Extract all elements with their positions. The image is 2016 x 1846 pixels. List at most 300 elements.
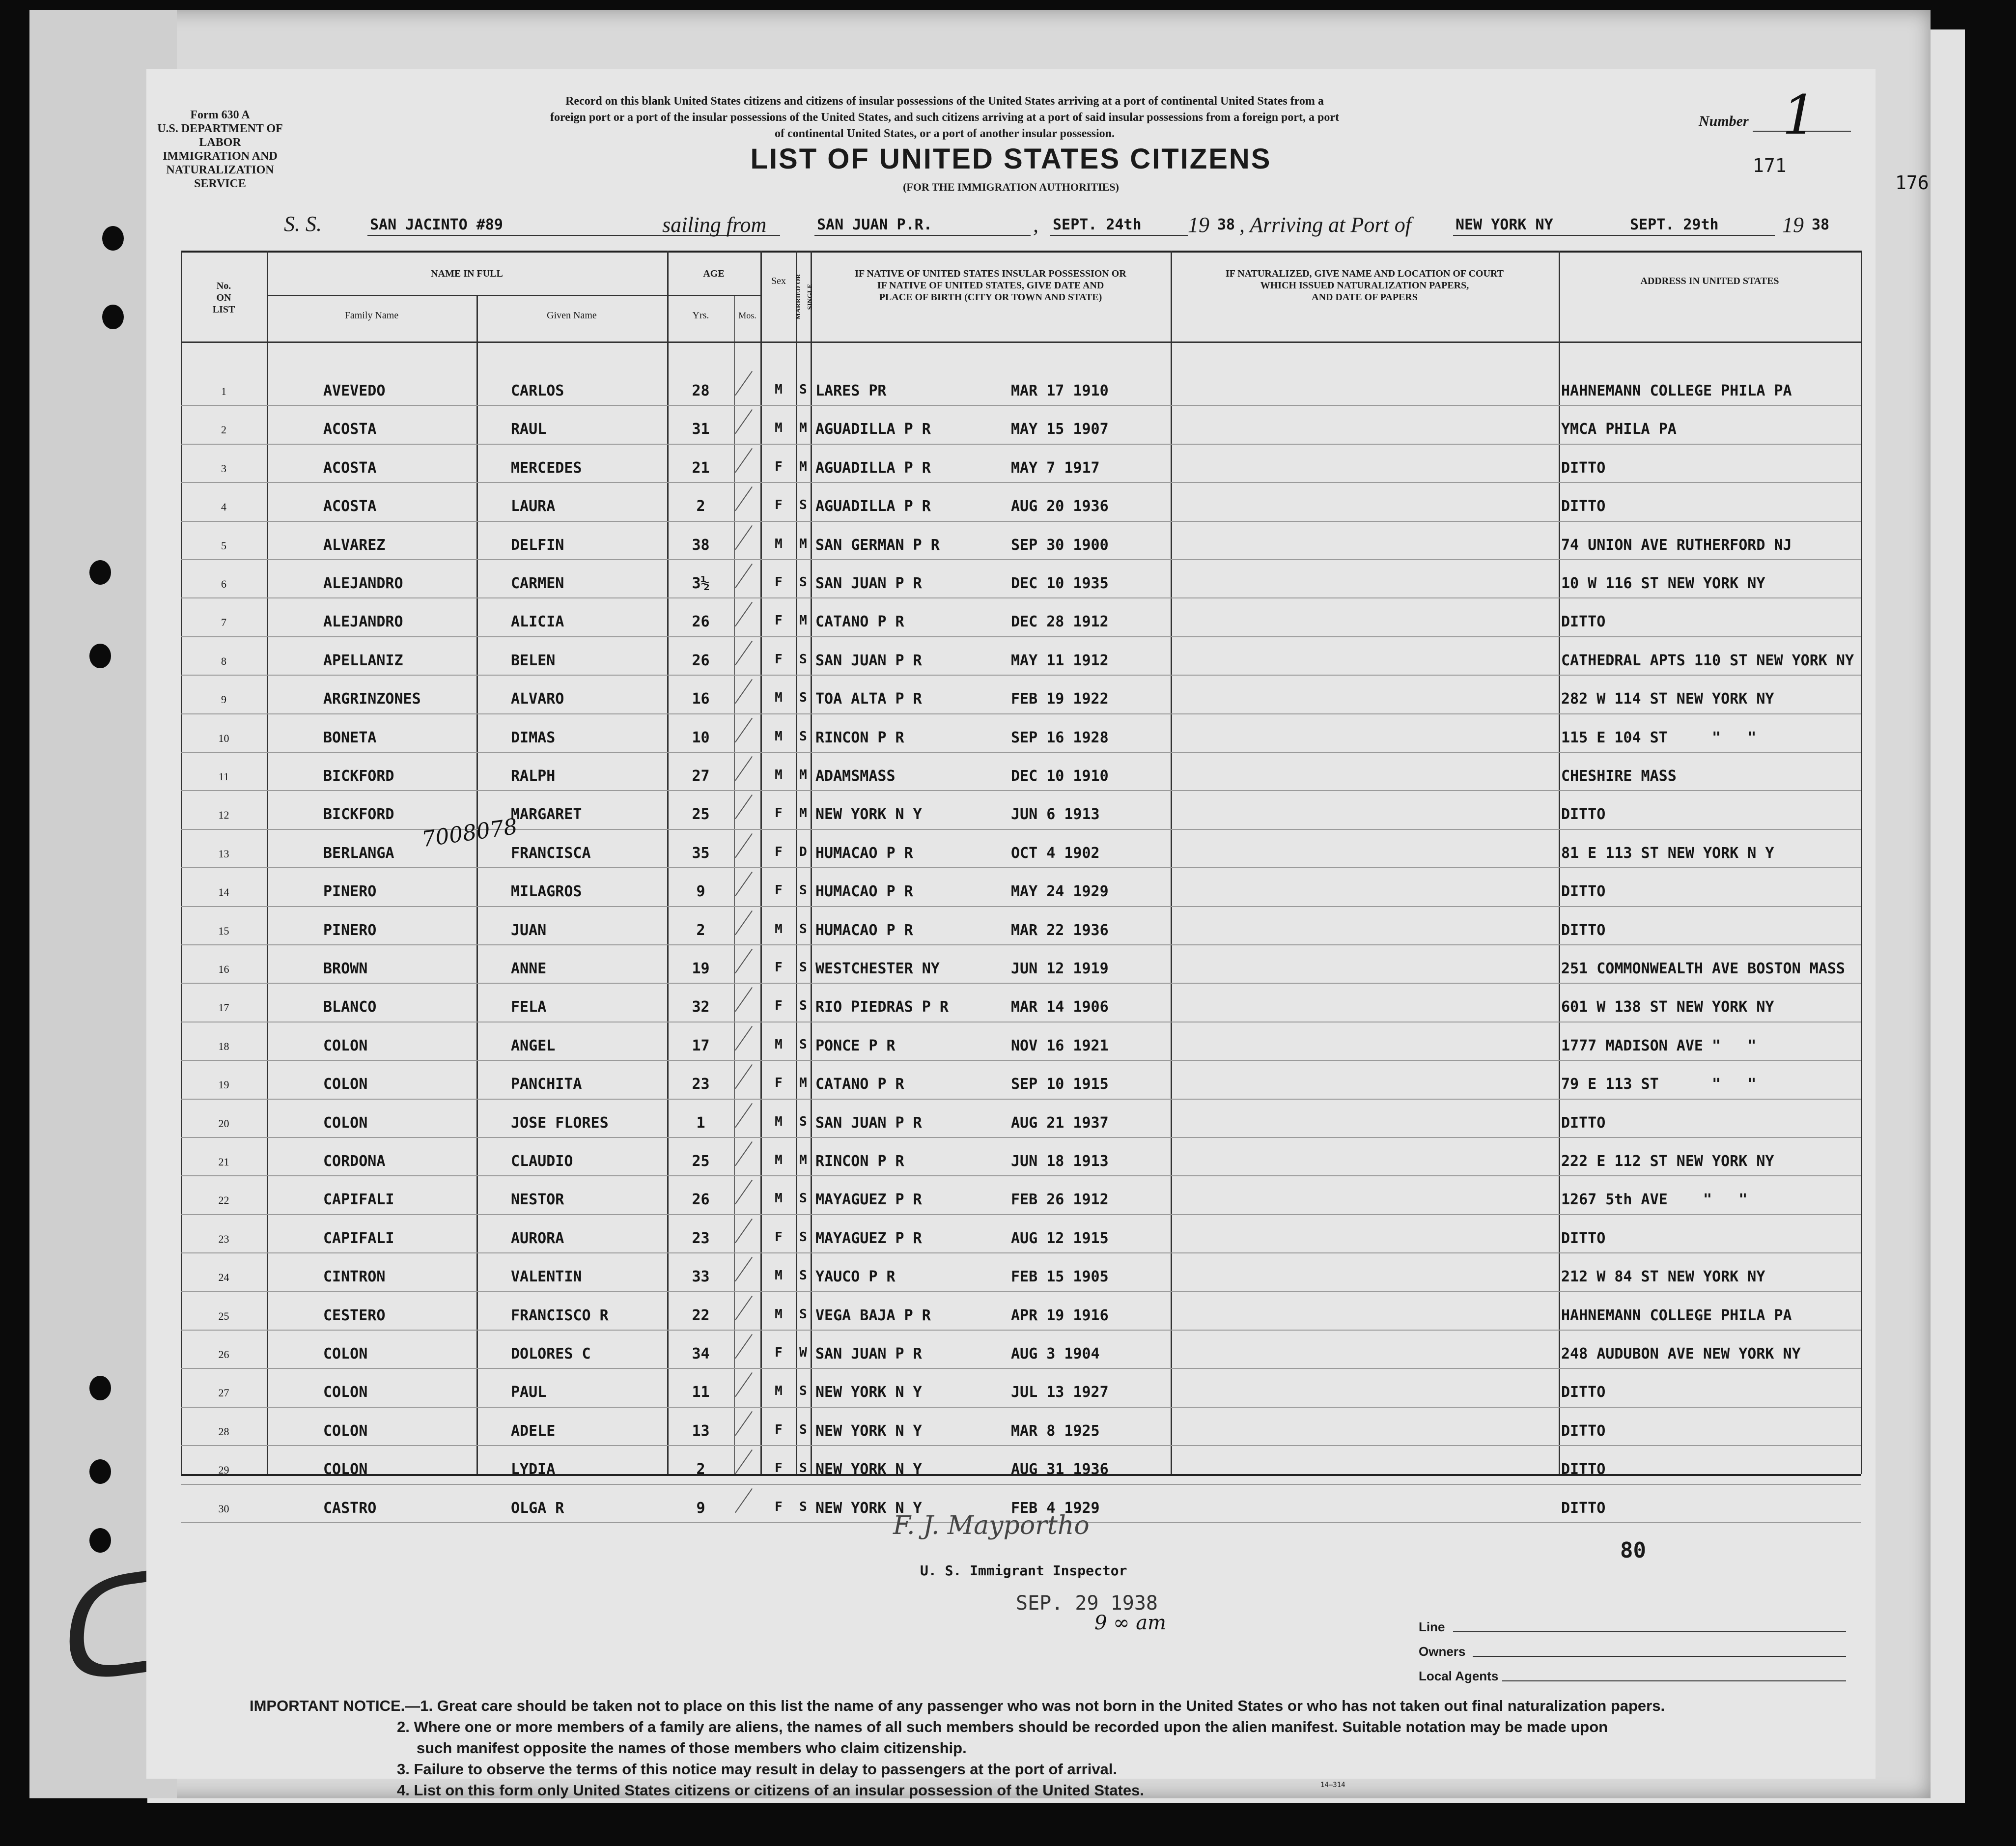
us-address: DITTO [1561,1422,1606,1440]
sex: F [775,1461,783,1476]
sailing-from-label: sailing from [662,213,767,237]
given-name: PAUL [511,1384,547,1401]
given-name: LYDIA [511,1461,556,1478]
family-name: CASTRO [323,1499,377,1517]
department: U.S. DEPARTMENT OF LABOR [157,122,283,149]
birth-date: DEC 10 1910 [1011,767,1109,785]
family-name: COLON [323,1114,368,1132]
birth-place: SAN GERMAN P R [815,536,940,554]
owners-field [1473,1656,1846,1657]
marital-status: S [799,690,807,706]
family-name: BICKFORD [323,806,394,824]
row-rule [181,1214,1861,1215]
col-address: ADDRESS IN UNITED STATES [1640,276,1779,286]
sex: M [775,421,783,436]
table-row [146,1452,1876,1490]
age-years: 10 [692,729,710,746]
row-rule [181,1060,1861,1061]
arriving-label: , Arriving at Port of [1239,213,1411,237]
given-name: MILAGROS [511,883,582,901]
row-rule [181,675,1861,676]
table-row [146,1336,1876,1375]
us-address: DITTO [1561,921,1606,939]
sex: F [775,883,783,898]
row-rule [181,790,1861,791]
given-name: CARMEN [511,575,564,592]
us-address: 248 AUDUBON AVE NEW YORK NY [1561,1345,1801,1363]
sailing-port: SAN JUAN P.R. [817,216,932,233]
birth-date: JUN 18 1913 [1011,1153,1109,1170]
table-row [146,1259,1876,1298]
page-title: LIST OF UNITED STATES CITIZENS [750,143,1272,175]
birth-date: FEB 15 1905 [1011,1268,1109,1286]
marital-status: W [799,1345,807,1360]
row-rule [181,867,1861,868]
marital-status: M [799,1153,807,1167]
birth-date: MAR 17 1910 [1011,382,1109,399]
sex: M [775,382,783,397]
col-mos: Mos. [738,311,756,320]
sailing-date: SEPT. 24th [1053,216,1142,233]
family-name: CINTRON [323,1268,386,1286]
table-row [146,451,1876,489]
table-row [146,412,1876,450]
age-years: 2 [696,921,705,939]
birth-date: SEP 16 1928 [1011,729,1109,746]
age-years: 16 [692,690,710,708]
us-address: DITTO [1561,883,1606,901]
birth-place: NEW YORK N Y [815,1499,922,1517]
age-years: 26 [692,1191,710,1209]
family-name: BONETA [323,729,377,746]
birth-place: SAN JUAN P R [815,575,922,592]
given-name: ALICIA [511,613,564,631]
marital-status: S [799,729,807,744]
given-name: NESTOR [511,1191,564,1209]
age-years: 17 [692,1037,710,1054]
birth-date: NOV 16 1921 [1011,1037,1109,1054]
arrival-year: 38 [1812,216,1830,233]
us-address: DITTO [1561,1499,1606,1517]
owners-label: Owners [1419,1644,1466,1659]
marital-status: S [799,382,807,397]
col-naturalized-text: WHICH ISSUED NATURALIZATION PAPERS, [1260,280,1469,291]
sex: M [775,690,783,706]
age-years: 34 [692,1345,710,1363]
mos-check-mark [735,987,753,1012]
birth-place: AGUADILLA P R [815,498,931,515]
family-name: AVEVEDO [323,382,386,399]
age-years: 27 [692,767,710,785]
row-number: 25 [218,1309,229,1322]
arrival-date: SEPT. 29th [1630,216,1719,233]
punch-hole [89,1376,111,1400]
age-years: 28 [692,382,710,399]
age-years: 31 [692,421,710,438]
row-number: 9 [221,693,226,706]
table-row [146,1106,1876,1144]
birth-date: MAY 7 1917 [1011,459,1100,477]
age-years: 9 [696,883,705,901]
arrival-port: NEW YORK NY [1456,216,1553,233]
row-rule [181,1175,1861,1176]
mos-check-mark [735,525,753,549]
given-name: ANNE [511,960,547,977]
col-birth-text: IF NATIVE OF UNITED STATES INSULAR POSSESSION OR [855,268,1126,279]
age-years: 35 [692,844,710,862]
us-address: YMCA PHILA PA [1561,421,1677,438]
notice-item-2-cont: such manifest opposite the names of those members who claim citizenship. [417,1739,967,1757]
row-rule [181,1368,1861,1369]
birth-place: VEGA BAJA P R [815,1306,931,1324]
sex: F [775,1499,783,1514]
birth-place: SAN JUAN P R [815,1345,922,1363]
table-row [146,797,1876,835]
col-yrs: Yrs. [692,310,709,321]
mos-check-mark [735,833,753,858]
name-divider [267,295,667,296]
row-number: 15 [218,924,229,937]
family-name: COLON [323,1422,368,1440]
birth-date: AUG 20 1936 [1011,498,1109,515]
sex: F [775,652,783,667]
family-name: ALVAREZ [323,536,386,554]
family-name: CAPIFALI [323,1229,394,1247]
row-number: 11 [218,770,229,783]
mos-check-mark [735,1180,753,1204]
us-address: 74 UNION AVE RUTHERFORD NJ [1561,536,1792,554]
sex: M [775,1191,783,1206]
given-name: ANGEL [511,1037,556,1054]
given-name: PANCHITA [511,1076,582,1093]
family-name: COLON [323,1384,368,1401]
marital-status: S [799,883,807,898]
birth-place: HUMACAO P R [815,883,913,901]
row-number: 28 [218,1425,229,1438]
us-address: DITTO [1561,1229,1606,1247]
col-naturalized-text: IF NATURALIZED, GIVE NAME AND LOCATION OF COURT [1225,268,1504,279]
row-rule [181,405,1861,406]
row-rule [181,1252,1861,1253]
given-name: FELA [511,998,547,1016]
marital-status: S [799,1499,807,1514]
given-name: VALENTIN [511,1268,582,1286]
age-years: 32 [692,998,710,1016]
given-name: RAUL [511,421,547,438]
birth-place: SAN JUAN P R [815,652,922,669]
mos-check-mark [735,1257,753,1281]
birth-place: TOA ALTA P R [815,690,922,708]
table-row [146,1375,1876,1413]
us-address: 79 E 113 ST " " [1561,1076,1757,1093]
sailing-year: 38 [1217,216,1235,233]
family-name: COLON [323,1037,368,1054]
table-row [146,1298,1876,1336]
marital-status: S [799,498,807,513]
age-years: 23 [692,1229,710,1247]
sex: F [775,613,783,628]
table-row [146,874,1876,912]
us-address: CHESHIRE MASS [1561,767,1677,785]
given-name: CLAUDIO [511,1153,573,1170]
birth-date: JUN 12 1919 [1011,960,1109,977]
row-number: 17 [218,1001,229,1014]
birth-place: RIO PIEDRAS P R [815,998,949,1016]
age-years: 9 [696,1499,705,1517]
mos-check-mark [735,1334,753,1359]
notice-item-4: 4. List on this form only United States citizens or citizens of an insular possession of the United States. [397,1782,1144,1799]
family-name: BLANCO [323,998,377,1016]
row-number: 13 [218,847,229,860]
mos-check-mark [735,448,753,473]
mos-check-mark [735,564,753,588]
col-naturalized [1171,268,1559,303]
marital-status: S [799,1461,807,1476]
sex: F [775,1076,783,1091]
family-name: ARGRINZONES [323,690,421,708]
birth-date: AUG 21 1937 [1011,1114,1109,1132]
table-row [146,489,1876,527]
table-row [146,1182,1876,1221]
row-rule [181,983,1861,984]
row-rule [181,1484,1861,1485]
birth-date: MAY 11 1912 [1011,652,1109,669]
row-rule [181,1445,1861,1446]
table-row [146,566,1876,604]
marital-status: S [799,1384,807,1399]
family-name: PINERO [323,921,377,939]
birth-place: ADAMSMASS [815,767,896,785]
birth-date: AUG 31 1936 [1011,1461,1109,1478]
marital-status: S [799,575,807,590]
col-no-text: No. [216,281,231,291]
table-row [146,990,1876,1028]
sex: M [775,729,783,744]
row-number: 19 [218,1079,229,1091]
row-rule [181,944,1861,945]
row-number: 16 [218,963,229,975]
marital-status: M [799,767,807,782]
mos-check-mark [735,910,753,935]
table-row [146,1028,1876,1067]
line-field [1453,1631,1846,1632]
header-bottom-rule [181,341,1861,343]
table-row [146,643,1876,682]
us-address: 10 W 116 ST NEW YORK NY [1561,575,1765,592]
notice-item-2: 2. Where one or more members of a family are aliens, the names of all such members should be recorded upon the alien manifest. Suitable notation may be made upon [397,1718,1608,1735]
marital-status: S [799,998,807,1014]
given-name: MERCEDES [511,459,582,477]
inspector-label: U. S. Immigrant Inspector [920,1562,1127,1579]
age-years: 23 [692,1076,710,1093]
sex: F [775,844,783,859]
year-prefix-2: 19 [1782,213,1804,237]
sex: M [775,921,783,937]
row-number: 12 [218,809,229,822]
us-address: 601 W 138 ST NEW YORK NY [1561,998,1774,1016]
sex: M [775,1384,783,1399]
row-number: 10 [218,732,229,744]
col-no-text: LIST [212,304,235,315]
birth-date: FEB 26 1912 [1011,1191,1109,1209]
agents-field [1502,1680,1846,1681]
marital-status: M [799,459,807,474]
given-name: FRANCISCO R [511,1306,609,1324]
given-name: JOSE FLORES [511,1114,609,1132]
given-name: JUAN [511,921,547,939]
mos-check-mark [735,872,753,896]
mos-check-mark [735,1064,753,1089]
given-name: BELEN [511,652,556,669]
mos-check-mark [735,1295,753,1320]
birth-date: AUG 12 1915 [1011,1229,1109,1247]
family-name: ACOSTA [323,498,377,515]
family-name: ALEJANDRO [323,575,403,592]
row-rule [181,636,1861,637]
notice-item-3: 3. Failure to observe the terms of this notice may result in delay to passengers at the port of arrival. [397,1761,1118,1778]
form-code: 14—314 [1320,1781,1345,1789]
marital-status: S [799,652,807,667]
col-married: MARRIED OR SINGLE [795,274,814,320]
passenger-list-form [146,69,1929,1799]
family-name: COLON [323,1076,368,1093]
table-row [146,373,1876,412]
birth-place: CATANO P R [815,613,904,631]
us-address: DITTO [1561,806,1606,824]
birth-date: SEP 10 1915 [1011,1076,1109,1093]
marital-status: S [799,1268,807,1283]
row-number: 24 [218,1271,229,1284]
family-name: CAPIFALI [323,1191,394,1209]
col-birth-text: IF NATIVE OF UNITED STATES, GIVE DATE AND [877,280,1104,291]
birth-place: WESTCHESTER NY [815,960,940,977]
birth-date: JUL 13 1927 [1011,1384,1109,1401]
table-row [146,951,1876,990]
row-number: 18 [218,1040,229,1052]
table-row [146,1414,1876,1452]
mos-check-mark [735,641,753,665]
total-count: 80 [1620,1538,1646,1563]
age-years: 1 [696,1114,705,1132]
record-line: of continental United States, or a port of another insular possession. [774,127,1115,140]
birth-place: LARES PR [815,382,887,399]
row-number: 14 [218,886,229,899]
row-number: 27 [218,1387,229,1399]
row-rule [181,1291,1861,1292]
birth-date: APR 19 1916 [1011,1306,1109,1324]
age-years: 2 [696,498,705,515]
mos-check-mark [735,1449,753,1474]
family-name: APELLANIZ [323,652,403,669]
row-number: 5 [221,539,226,552]
us-address: HAHNEMANN COLLEGE PHILA PA [1561,382,1792,399]
marital-status: M [799,536,807,551]
row-rule [181,1137,1861,1138]
time-stamp: 9 ∞ am [1094,1612,1166,1634]
sex: F [775,998,783,1014]
age-years: 25 [692,806,710,824]
row-rule [181,559,1861,560]
row-number: 30 [218,1502,229,1515]
birth-place: MAYAGUEZ P R [815,1191,922,1209]
mos-check-mark [735,795,753,819]
margin-stamp: 176 [1895,172,1929,194]
mos-check-mark [735,486,753,511]
family-name: COLON [323,1345,368,1363]
birth-place: NEW YORK N Y [815,1461,922,1478]
punch-hole [89,560,111,585]
table-row [146,720,1876,759]
us-address: 1777 MADISON AVE " " [1561,1037,1757,1054]
us-address: 212 W 84 ST NEW YORK NY [1561,1268,1765,1286]
sex: F [775,1422,783,1437]
family-name: CESTERO [323,1306,386,1324]
table-row [146,528,1876,566]
birth-date: AUG 3 1904 [1011,1345,1100,1363]
birth-date: JUN 6 1913 [1011,806,1100,824]
col-birth-text: PLACE OF BIRTH (CITY OR TOWN AND STATE) [879,292,1102,303]
row-number: 29 [218,1464,229,1477]
row-number: 2 [221,424,226,436]
table-row [146,836,1876,874]
mos-check-mark [735,1026,753,1051]
age-years: 38 [692,536,710,554]
mos-check-mark [735,949,753,973]
marital-status: S [799,921,807,937]
age-years: 33 [692,1268,710,1286]
comma: , [1033,213,1038,237]
local-agents-label: Local Agents [1419,1669,1499,1683]
birth-date: SEP 30 1900 [1011,536,1109,554]
marital-status: M [799,613,807,628]
birth-date: FEB 4 1929 [1011,1499,1100,1517]
age-divider [667,295,760,296]
sex: M [775,536,783,551]
birth-date: MAR 8 1925 [1011,1422,1100,1440]
row-number: 3 [221,462,226,475]
mos-check-mark [735,1411,753,1436]
table-row [146,759,1876,797]
row-number: 7 [221,616,226,629]
row-rule [181,752,1861,753]
date-stamp: SEP. 29 1938 [1016,1592,1158,1615]
age-years: 22 [692,1306,710,1324]
row-rule [181,713,1861,714]
age-years: 19 [692,960,710,977]
sex: F [775,1229,783,1245]
sex: F [775,1345,783,1360]
marital-status: S [799,1229,807,1245]
birth-place: HUMACAO P R [815,844,913,862]
number-label: Number [1699,113,1749,129]
sex: F [775,459,783,474]
sex: F [775,960,783,975]
service-line-1: IMMIGRATION AND [163,150,278,163]
form-number: Form 630 A [190,109,250,121]
given-name: CARLOS [511,382,564,399]
marital-status: D [799,844,807,859]
mos-check-mark [735,371,753,396]
birth-place: PONCE P R [815,1037,896,1054]
record-instructions [294,93,1596,142]
given-name: ALVARO [511,690,564,708]
row-rule [181,482,1861,483]
row-number: 22 [218,1194,229,1207]
us-address: DITTO [1561,498,1606,515]
row-rule [181,521,1861,522]
col-no [181,280,267,315]
page-stamp: 171 [1753,155,1787,176]
